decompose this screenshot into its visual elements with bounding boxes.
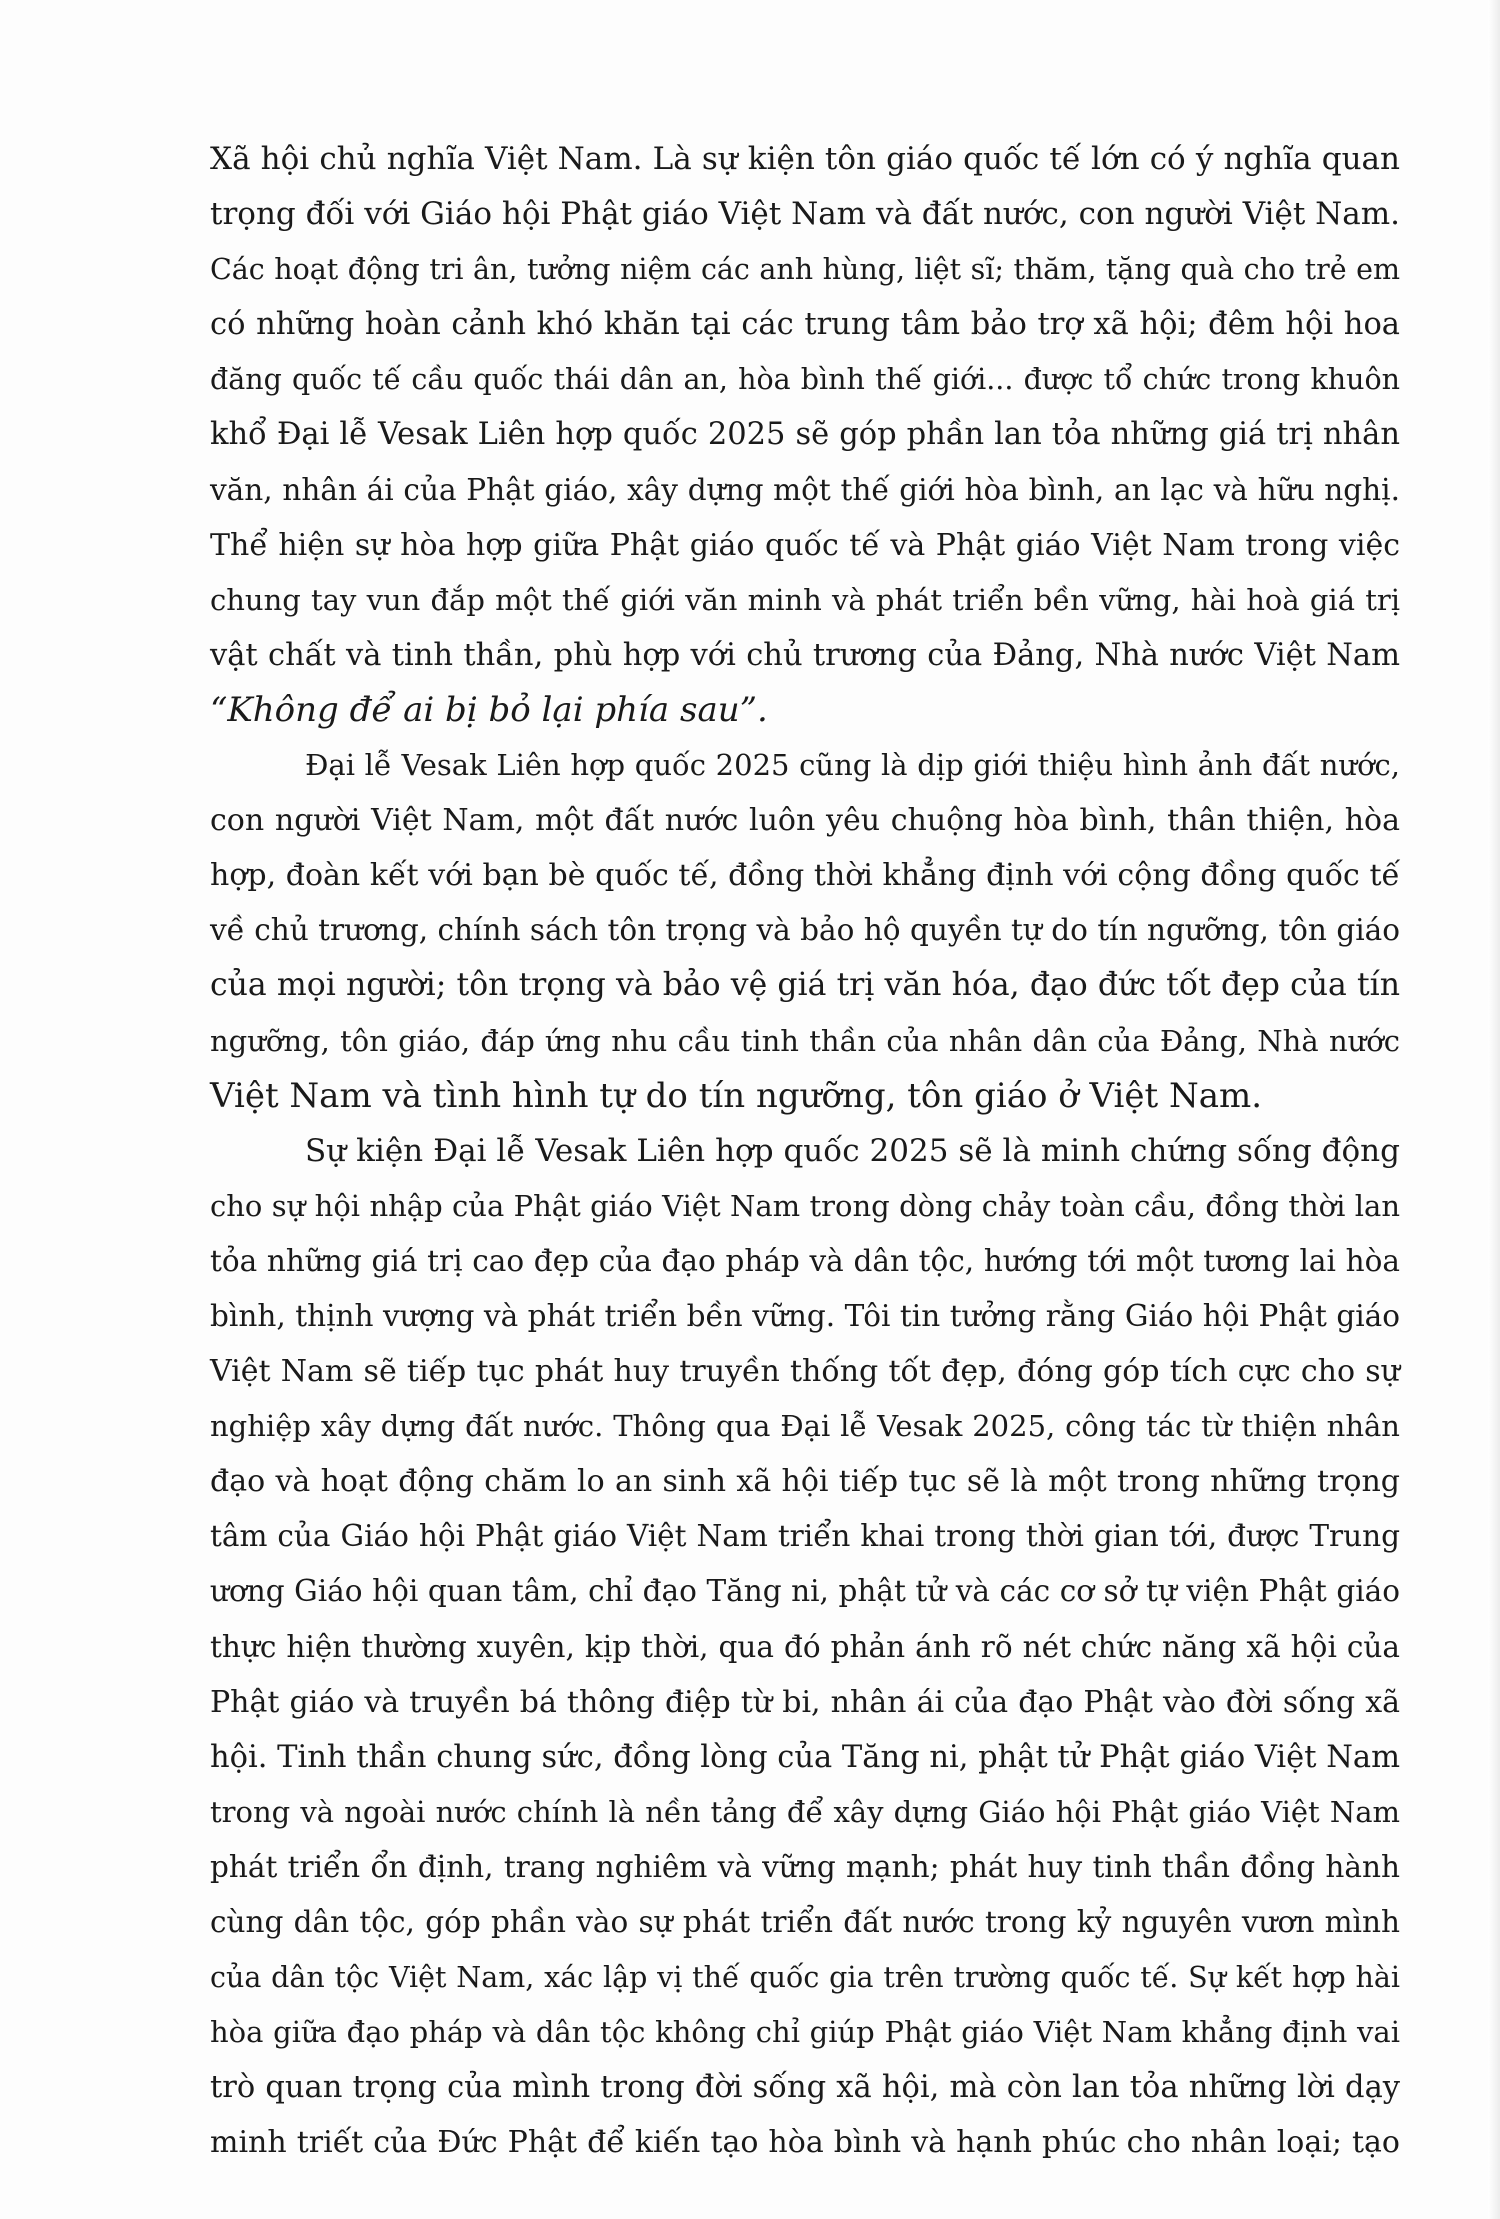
text-line: hội. Tinh thần chung sức, đồng lòng của Tăng ni, phật tử Phật giáo Việt Nam	[210, 1739, 1400, 1775]
text-line: con người Việt Nam, một đất nước luôn yêu chuộng hòa bình, thân thiện, hòa	[210, 803, 1400, 839]
text-line: thực hiện thường xuyên, kịp thời, qua đó phản ánh rõ nét chức năng xã hội của	[210, 1629, 1400, 1664]
text-line: ương Giáo hội quan tâm, chỉ đạo Tăng ni, phật tử và các cơ sở tự viện Phật giáo	[210, 1574, 1400, 1609]
scan-edge-shadow	[1488, 0, 1500, 2219]
text-line: Thể hiện sự hòa hợp giữa Phật giáo quốc tế và Phật giáo Việt Nam trong việc	[210, 527, 1400, 563]
text-line: trò quan trọng của mình trong đời sống xã hội, mà còn lan tỏa những lời dạy	[210, 2070, 1400, 2106]
text-line: Sự kiện Đại lễ Vesak Liên hợp quốc 2025 sẽ là minh chứng sống động	[305, 1132, 1400, 1169]
text-line: Các hoạt động tri ân, tưởng niệm các anh hùng, liệt sĩ; thăm, tặng quà cho trẻ em	[210, 253, 1400, 287]
text-line: ngưỡng, tôn giáo, đáp ứng nhu cầu tinh thần của nhân dân của Đảng, Nhà nước	[210, 1023, 1400, 1058]
text-line: trọng đối với Giáo hội Phật giáo Việt Nam và đất nước, con người Việt Nam.	[210, 196, 1400, 233]
text-line: Xã hội chủ nghĩa Việt Nam. Là sự kiện tôn giáo quốc tế lớn có ý nghĩa quan	[210, 141, 1400, 177]
text-line: của mọi người; tôn trọng và bảo vệ giá trị văn hóa, đạo đức tốt đẹp của tín	[210, 967, 1400, 1004]
text-line: trong và ngoài nước chính là nền tảng để xây dựng Giáo hội Phật giáo Việt Nam	[210, 1794, 1400, 1829]
text-line: của dân tộc Việt Nam, xác lập vị thế quốc gia trên trường quốc tế. Sự kết hợp hài	[210, 1961, 1400, 1995]
text-line: về chủ trương, chính sách tôn trọng và bảo hộ quyền tự do tín ngưỡng, tôn giáo	[210, 913, 1400, 948]
text-line: Việt Nam và tình hình tự do tín ngưỡng, tôn giáo ở Việt Nam.	[210, 1075, 1263, 1116]
text-line: tỏa những giá trị cao đẹp của đạo pháp và dân tộc, hướng tới một tương lai hòa	[210, 1243, 1400, 1278]
text-line: Đại lễ Vesak Liên hợp quốc 2025 cũng là dịp giới thiệu hình ảnh đất nước,	[305, 748, 1400, 783]
text-line: khổ Đại lễ Vesak Liên hợp quốc 2025 sẽ góp phần lan tỏa những giá trị nhân	[210, 417, 1400, 453]
text-line: vật chất và tinh thần, phù hợp với chủ trương của Đảng, Nhà nước Việt Nam	[210, 637, 1400, 673]
text-line: Việt Nam sẽ tiếp tục phát huy truyền thống tốt đẹp, đóng góp tích cực cho sự	[210, 1354, 1400, 1390]
text-line: Phật giáo và truyền bá thông điệp từ bi, nhân ái của đạo Phật vào đời sống xã	[210, 1684, 1400, 1720]
text-line: bình, thịnh vượng và phát triển bền vững. Tôi tin tưởng rằng Giáo hội Phật giáo	[210, 1298, 1400, 1333]
text-line: nghiệp xây dựng đất nước. Thông qua Đại lễ Vesak 2025, công tác từ thiện nhân	[210, 1409, 1400, 1444]
text-line: hợp, đoàn kết với bạn bè quốc tế, đồng thời khẳng định với cộng đồng quốc tế	[210, 858, 1400, 894]
text-line: cùng dân tộc, góp phần vào sự phát triển đất nước trong kỷ nguyên vươn mình	[210, 1905, 1400, 1939]
text-line: văn, nhân ái của Phật giáo, xây dựng một thế giới hòa bình, an lạc và hữu nghị.	[210, 472, 1400, 507]
text-line: chung tay vun đắp một thế giới văn minh và phát triển bền vững, hài hoà giá trị	[210, 582, 1400, 617]
text-line: cho sự hội nhập của Phật giáo Việt Nam trong dòng chảy toàn cầu, đồng thời lan	[210, 1188, 1400, 1223]
text-line: hòa giữa đạo pháp và dân tộc không chỉ giúp Phật giáo Việt Nam khẳng định vai	[210, 2015, 1400, 2050]
quoted-slogan-line: “Không để ai bị bỏ lại phía sau”.	[210, 689, 768, 730]
text-line: tâm của Giáo hội Phật giáo Việt Nam triển khai trong thời gian tới, được Trung	[210, 1519, 1400, 1554]
text-line: minh triết của Đức Phật để kiến tạo hòa bình và hạnh phúc cho nhân loại; tạo	[210, 2125, 1400, 2161]
body-text	[210, 132, 1400, 2170]
text-line: có những hoàn cảnh khó khăn tại các trung tâm bảo trợ xã hội; đêm hội hoa	[210, 307, 1400, 343]
text-line: phát triển ổn định, trang nghiêm và vững mạnh; phát huy tinh thần đồng hành	[210, 1849, 1400, 1884]
text-line: đạo và hoạt động chăm lo an sinh xã hội tiếp tục sẽ là một trong những trọng	[210, 1464, 1400, 1500]
text-line: đăng quốc tế cầu quốc thái dân an, hòa bình thế giới... được tổ chức trong khuôn	[210, 363, 1400, 397]
